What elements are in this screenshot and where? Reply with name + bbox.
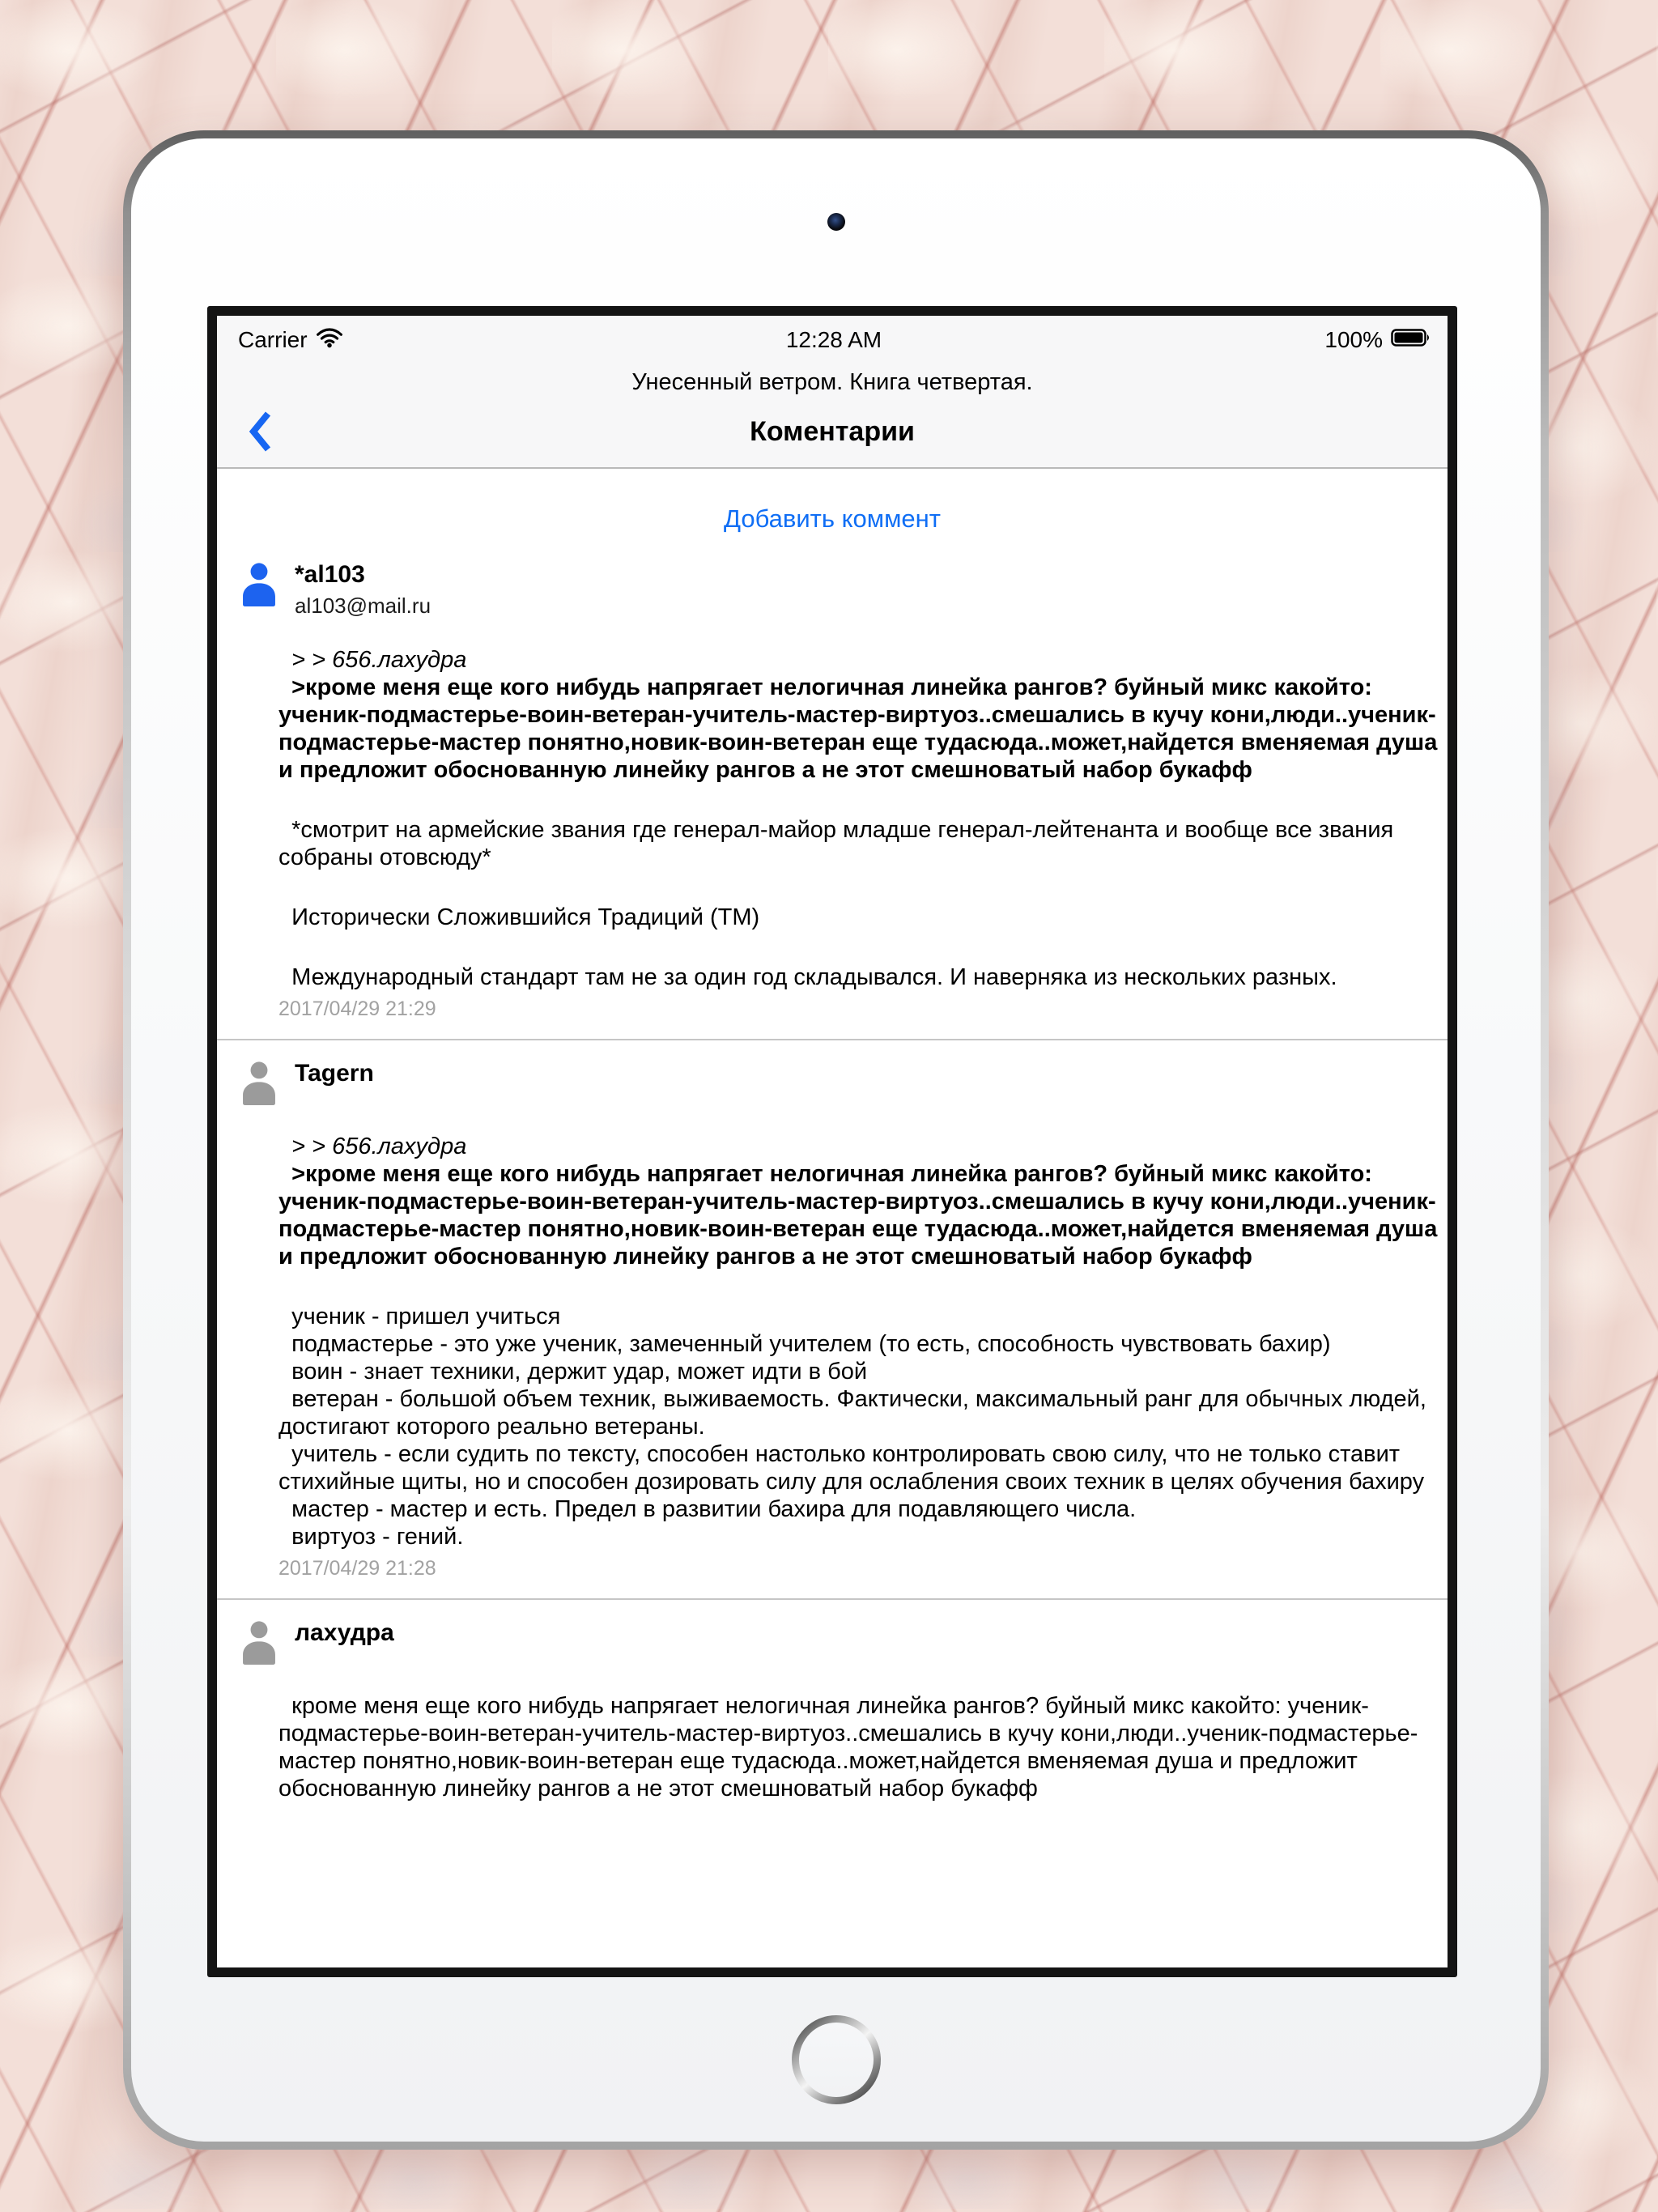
front-camera-icon	[827, 213, 845, 231]
person-icon	[236, 1618, 282, 1665]
comment-paragraph: ученик - пришел учиться	[278, 1304, 561, 1329]
status-time: 12:28 AM	[785, 327, 882, 352]
comment-paragraph: ветеран - большой объем техник, выживаемость. Фактически, максимальный ранг для обычных людей, достигают которого реально ветераны.	[278, 1386, 1433, 1440]
comment-paragraph: *смотрит на армейские звания где генерал-майор младше генерал-лейтенанта и вообще все звания собраны отовсюду*	[278, 817, 1401, 870]
comment-paragraph: кроме меня еще кого нибудь напрягает нелогичная линейка рангов? буйный микс какойто: ученик-подмастерье-воин-ветеран-учитель-мастер-виртуоз..смешались в кучу кони,люди..ученик-подмастерье-мастер понятно,новик-воин-ветеран еще тудасюда..может,найдется вменяемая душа и предложит обоснованную линейку рангов а не этот смешноватый набор букафф	[278, 1693, 1418, 1802]
nav-bar	[217, 396, 1448, 467]
comments-app	[217, 316, 1448, 1967]
comment-paragraph: Международный стандарт там не за один год складывался. И наверняка из нескольких разных.	[278, 964, 1337, 990]
comment-identity	[295, 1058, 374, 1087]
comment-body	[278, 1692, 1439, 1802]
comment-header	[217, 1618, 1448, 1665]
comment-paragraph: > > 656.лахудра	[278, 647, 467, 673]
comment-author: *al103	[295, 561, 365, 588]
carrier-label: Carrier	[238, 327, 308, 352]
comment-paragraph: подмастерье - это уже ученик, замеченный учителем (то есть, способность чувствовать бахир)	[278, 1331, 1331, 1357]
comment-header	[217, 1058, 1448, 1105]
comment-paragraph: > > 656.лахудра	[278, 1134, 467, 1159]
comment-paragraph: учитель - если судить по тексту, способен настолько контролировать свою силу, что не только ставит стихийные щиты, но и способен дозировать силу для ослабления своих техник в целях обучения бахиру	[278, 1441, 1425, 1495]
comment-list-item[interactable]	[217, 1598, 1448, 1820]
comment-paragraph: Исторически Сложившийся Традиций (ТМ)	[278, 904, 760, 930]
screen	[207, 306, 1457, 1977]
home-button[interactable]	[792, 2015, 881, 2104]
book-title: Унесенный ветром. Книга четвертая.	[631, 369, 1033, 395]
comment-timestamp: 2017/04/29 21:28	[278, 1557, 436, 1580]
comment-header	[217, 559, 1448, 619]
tablet-bezel	[131, 138, 1541, 2142]
wifi-icon	[316, 327, 343, 354]
comments-list	[217, 555, 1448, 1820]
comment-paragraph: виртуоз - гений.	[278, 1524, 464, 1550]
comment-paragraph: мастер - мастер и есть. Предел в развитии бахира для подавляющего числа.	[278, 1496, 1137, 1522]
chevron-left-icon	[246, 442, 274, 456]
comment-author-email: al103@mail.ru	[295, 593, 432, 618]
home-button-inner	[799, 2023, 874, 2097]
add-comment-button[interactable]: Добавить коммент	[724, 504, 941, 533]
comment-identity	[295, 1618, 394, 1647]
comment-list-item[interactable]	[217, 1039, 1448, 1598]
page-title: Коментарии	[750, 415, 915, 447]
person-icon	[236, 559, 282, 606]
battery-percent: 100%	[1324, 327, 1383, 352]
status-bar	[217, 316, 1448, 356]
comment-timestamp: 2017/04/29 21:29	[278, 998, 436, 1020]
comment-paragraph: >кроме меня еще кого нибудь напрягает нелогичная линейка рангов? буйный микс какойто: ученик-подмастерье-воин-ветеран-учитель-мастер-виртуоз..смешались в кучу кони,люди..ученик-подмастерье-мастер понятно,новик-воин-ветеран еще тудасюда..может,найдется вменяемая душа и предложит обоснованную линейку рангов а не этот смешноватый набор букафф	[278, 674, 1444, 783]
comment-body	[278, 1133, 1444, 1551]
app-header	[217, 316, 1448, 469]
tablet-frame	[123, 130, 1549, 2150]
comment-identity	[295, 559, 431, 619]
person-icon	[236, 1058, 282, 1105]
comment-body	[278, 646, 1444, 991]
comment-list-item[interactable]	[217, 555, 1448, 1039]
back-button[interactable]	[246, 410, 274, 453]
content-area	[217, 469, 1448, 1967]
comment-paragraph: воин - знает техники, держит удар, может идти в бой	[278, 1359, 868, 1385]
comment-author: лахудра	[295, 1619, 394, 1646]
comment-author: Tagern	[295, 1060, 374, 1087]
battery-icon	[1391, 327, 1431, 353]
comment-paragraph: >кроме меня еще кого нибудь напрягает нелогичная линейка рангов? буйный микс какойто: ученик-подмастерье-воин-ветеран-учитель-мастер-виртуоз..смешались в кучу кони,люди..ученик-подмастерье-мастер понятно,новик-воин-ветеран еще тудасюда..может,найдется вменяемая душа и предложит обоснованную линейку рангов а не этот смешноватый набор букафф	[278, 1161, 1444, 1270]
